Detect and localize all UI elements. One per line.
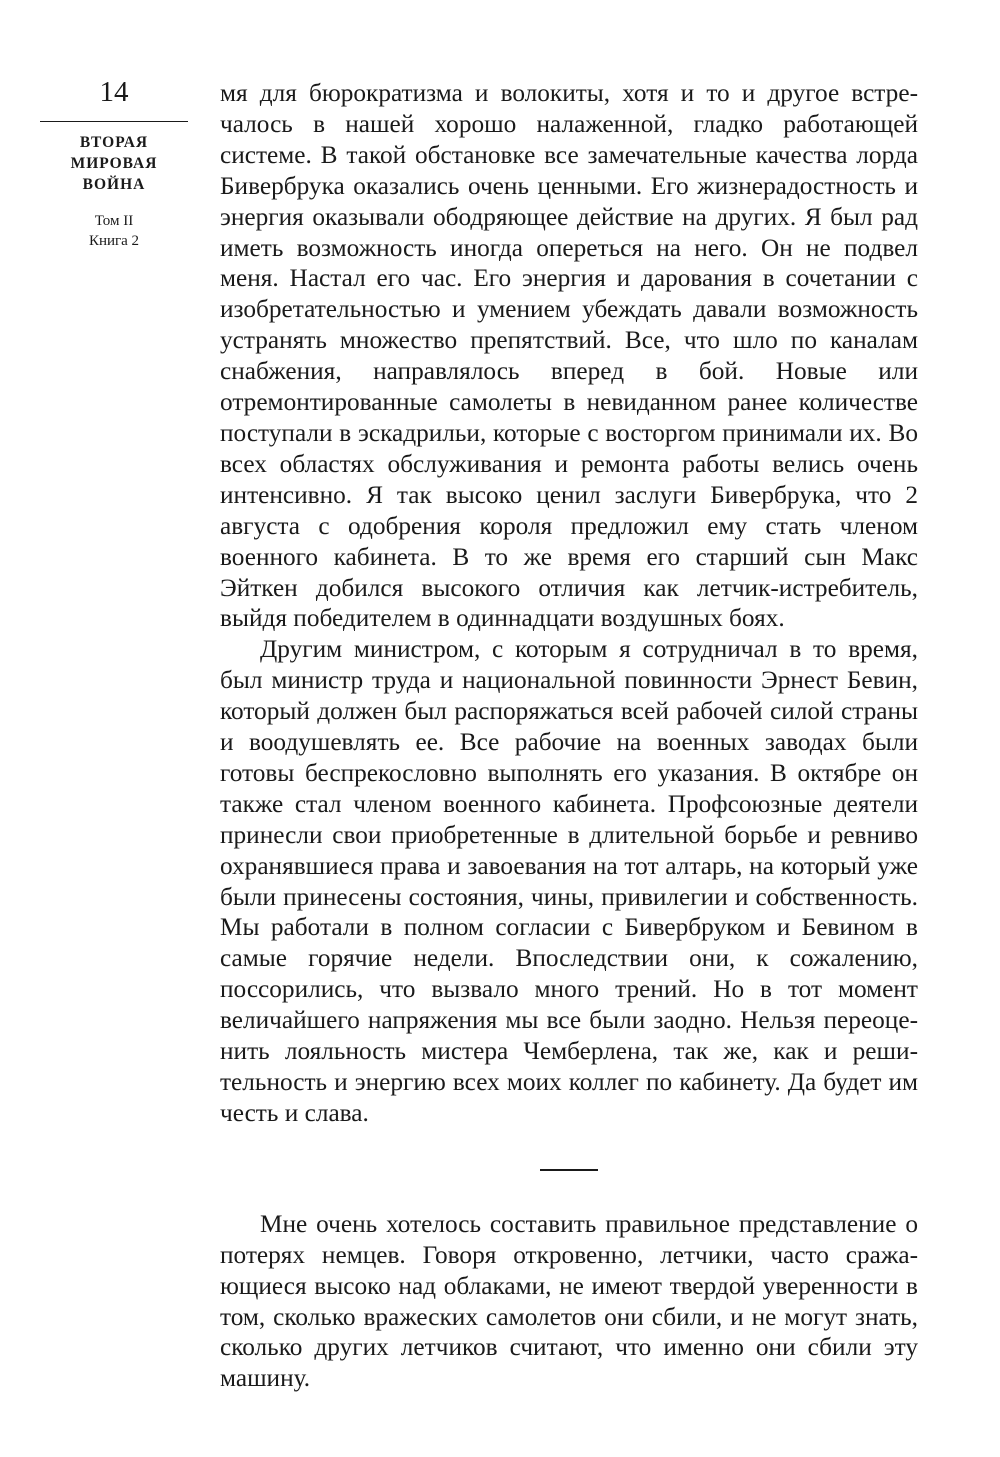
section-divider: [540, 1169, 598, 1171]
book-title-line: МИРОВАЯ: [70, 155, 158, 172]
paragraph: Мне очень хотелось составить правильное представление о потерях немцев. Говоря откровенно, летчики, часто сражающиеся высоко над облаками, не имеют твердой уверенности в том, сколько вражеских самолетов они сбили, и не могут знать, сколько других летчиков считают, что именно они сбили эту машину.: [220, 1209, 918, 1393]
paragraph: мя для бюрократизма и волокиты, хотя и то и другое встречалось в нашей хорошо налаженной, гладко работающей системе. В такой обстановке все замечательные качества лорда Бивербрука оказались очень ценными. Его жизнерадостность и энергия оказывали ободряющее действие на других. Я был рад иметь возможность иногда опереться на него. Он не подвел меня. Настал его час. Его энергия и дарования в сочетании с изобретательностью и умением убеждать давали возможность устранять множество препятствий. Все, что шло по каналам снабжения, направлялось вперед в бой. Новые или отремонтированные самолеты в невиданном ранее количестве поступали в эскадрильи, которые с восторгом принимали их. Во всех областях обслуживания и ремонта работы велись очень интенсивно. Я так высоко ценил заслуги Бивербрука, что 2 августа с одобрения короля предложил ему стать членом военного кабинета. В то же время его старший сын Макс Эйткен добился высокого отличия как летчик-истребитель, выйдя победителем в одиннадцати воздушных боях.: [220, 79, 918, 633]
book-title: [40, 132, 188, 195]
sidebar-divider: [40, 121, 188, 122]
book-part-label: Книга 2: [88, 233, 140, 249]
main-text: [220, 78, 918, 1394]
volume-label: Том II: [94, 213, 134, 229]
book-title-line: ВОЙНА: [82, 176, 146, 193]
paragraph: Другим министром, с которым я сотрудничал в то время, был министр труда и национальной повинности Эрнест Бевин, который должен был распоряжаться всей рабочей силой страны и воодушевлять ее. Все рабочие на военных заводах были готовы беспрекословно выполнять его указания. В октябре он также стал членом военного кабинета. Профсоюзные деятели принесли свои приобретенные в длительной борьбе и ревниво охранявшиеся права и завоевания на тот алтарь, на который уже были принесены состояния, чины, привилегии и собственность. Мы работали в полном согласии с Бивербруком и Бевином в самые горячие недели. Впоследствии они, к сожалению, поссорились, что вызвало много трений. Но в тот момент величайшего напряжения мы все были заодно. Нельзя переоценить лояльность мистера Чемберлена, так же, как и решительность и энергию всех моих коллег по кабинету. Да будет им честь и слава.: [220, 635, 918, 1127]
book-title-line: ВТОРАЯ: [79, 134, 149, 151]
page-number: 14: [99, 76, 129, 108]
volume-info: [40, 211, 188, 251]
running-sidebar: [40, 78, 188, 251]
